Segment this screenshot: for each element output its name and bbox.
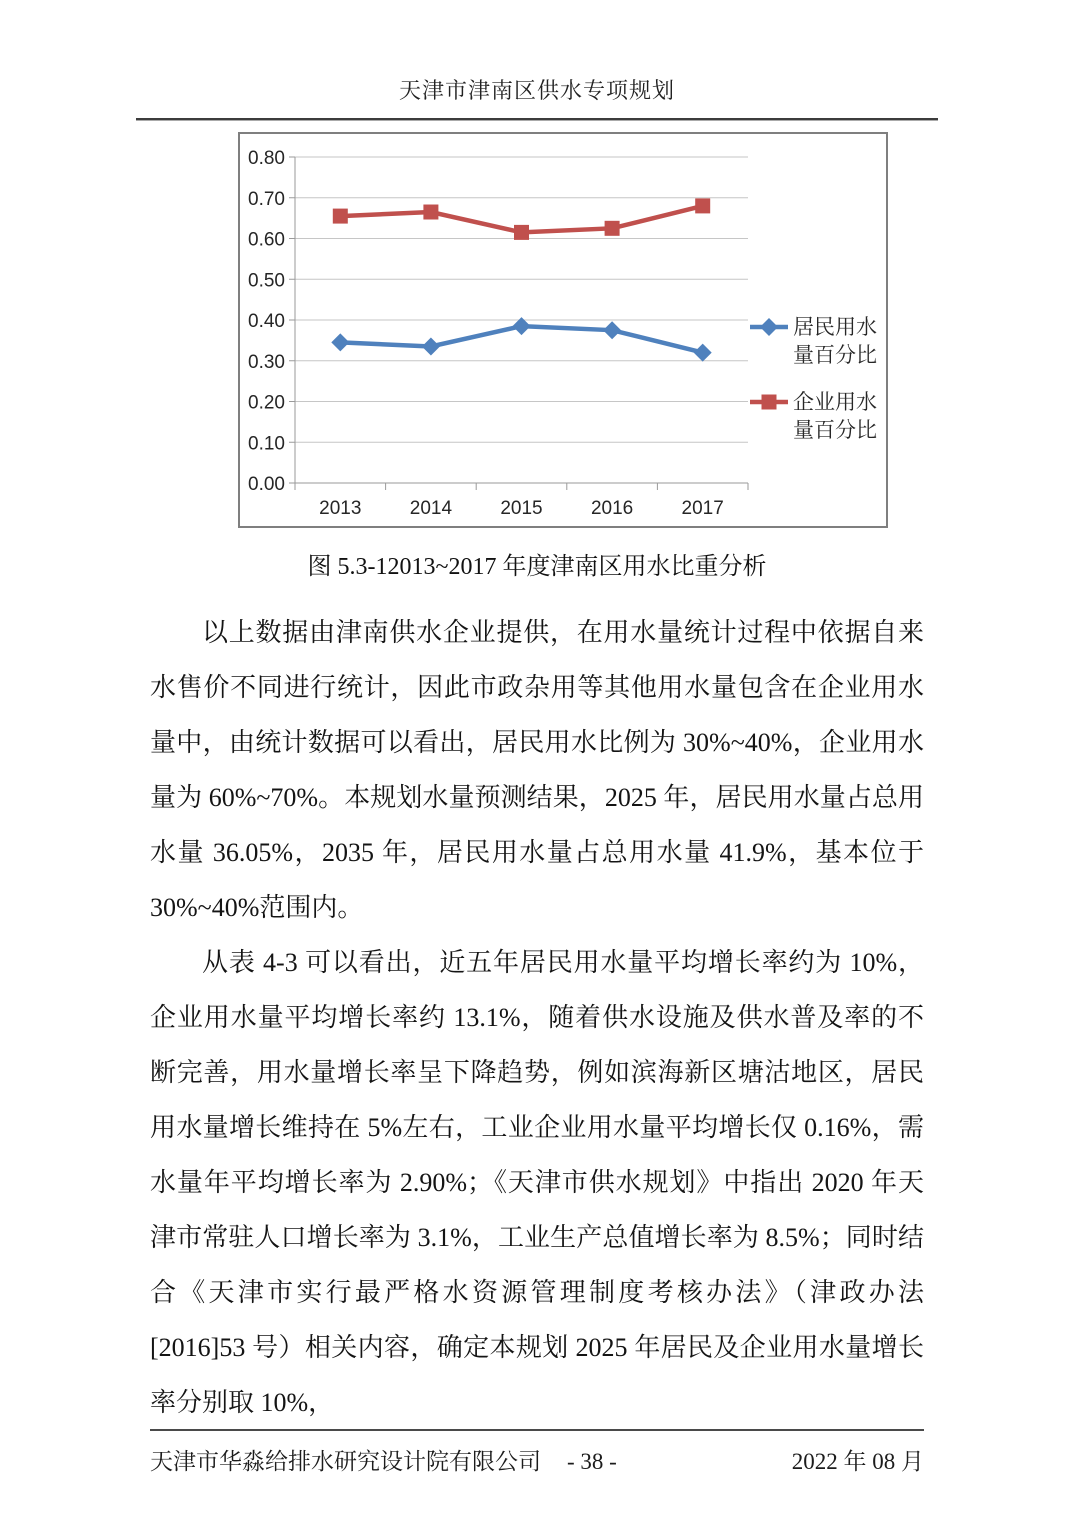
header-rule [136,118,938,120]
svg-text:2017: 2017 [681,498,724,519]
figure-caption: 图 5.3-12013~2017 年度津南区用水比重分析 [307,554,767,580]
water-usage-ratio-chart [238,132,888,528]
svg-text:0.60: 0.60 [248,229,285,251]
svg-text:2016: 2016 [590,498,634,519]
svg-text:0.20: 0.20 [248,392,285,414]
svg-text:居民用水: 居民用水 [793,315,877,339]
svg-text:2014: 2014 [409,498,453,519]
footer-date: 2022 年 08 月 [791,1449,924,1474]
svg-text:0.10: 0.10 [248,433,285,455]
svg-text:0.80: 0.80 [248,148,285,169]
svg-text:0.40: 0.40 [248,311,285,332]
page-header-title: 天津市津南区供水专项规划 [398,78,675,103]
body-text [150,605,924,1430]
line-chart-canvas [240,134,886,526]
svg-text:企业用水: 企业用水 [793,390,877,414]
svg-text:量百分比: 量百分比 [793,418,877,442]
paragraph-water-data-analysis: 以上数据由津南供水企业提供，在用水量统计过程中依据自来水售价不同进行统计，因此市政杂用等其他用水量包含在企业用水量中，由统计数据可以看出，居民用水比例为 30%~40%，企业用水量为 60%~70%。本规划水量预测结果，2025 年，居民用水量占总用水量 36.05%，2035 年，居民用水量占总用水量 41.9%，基本位于 30%~40%范围内。 [150,618,924,922]
svg-text:0.30: 0.30 [248,351,285,373]
paragraph-growth-rate-analysis: 从表 4-3 可以看出，近五年居民用水量平均增长率约为 10%，企业用水量平均增长率约 13.1%，随着供水设施及供水普及率的不断完善，用水量增长率呈下降趋势，例如滨海新区塘沽地区，居民用水量增长维持在 5%左右，工业企业用水量平均增长仅 0.16%，需水量年平均增长率为 2.90%；《天津市供水规划》中指出 2020 年天津市常驻人口增长率为 3.1%，工业生产总值增长率为 8.5%；同时结合《天津市实行最严格水资源管理制度考核办法》（津政办法[2016]53 号）相关内容，确定本规划 2025 年居民及企业用水量增长率分别取 10%， [150,948,924,1417]
svg-text:0.00: 0.00 [248,474,285,495]
svg-text:0.70: 0.70 [248,188,285,210]
svg-text:2015: 2015 [500,498,543,519]
footer-company: 天津市华淼给排水研究设计院有限公司 [150,1449,541,1474]
page-footer [150,1429,924,1476]
page-number: - 38 - [567,1449,617,1474]
svg-text:0.50: 0.50 [248,270,285,292]
svg-text:量百分比: 量百分比 [793,343,877,367]
svg-text:2013: 2013 [319,498,362,519]
